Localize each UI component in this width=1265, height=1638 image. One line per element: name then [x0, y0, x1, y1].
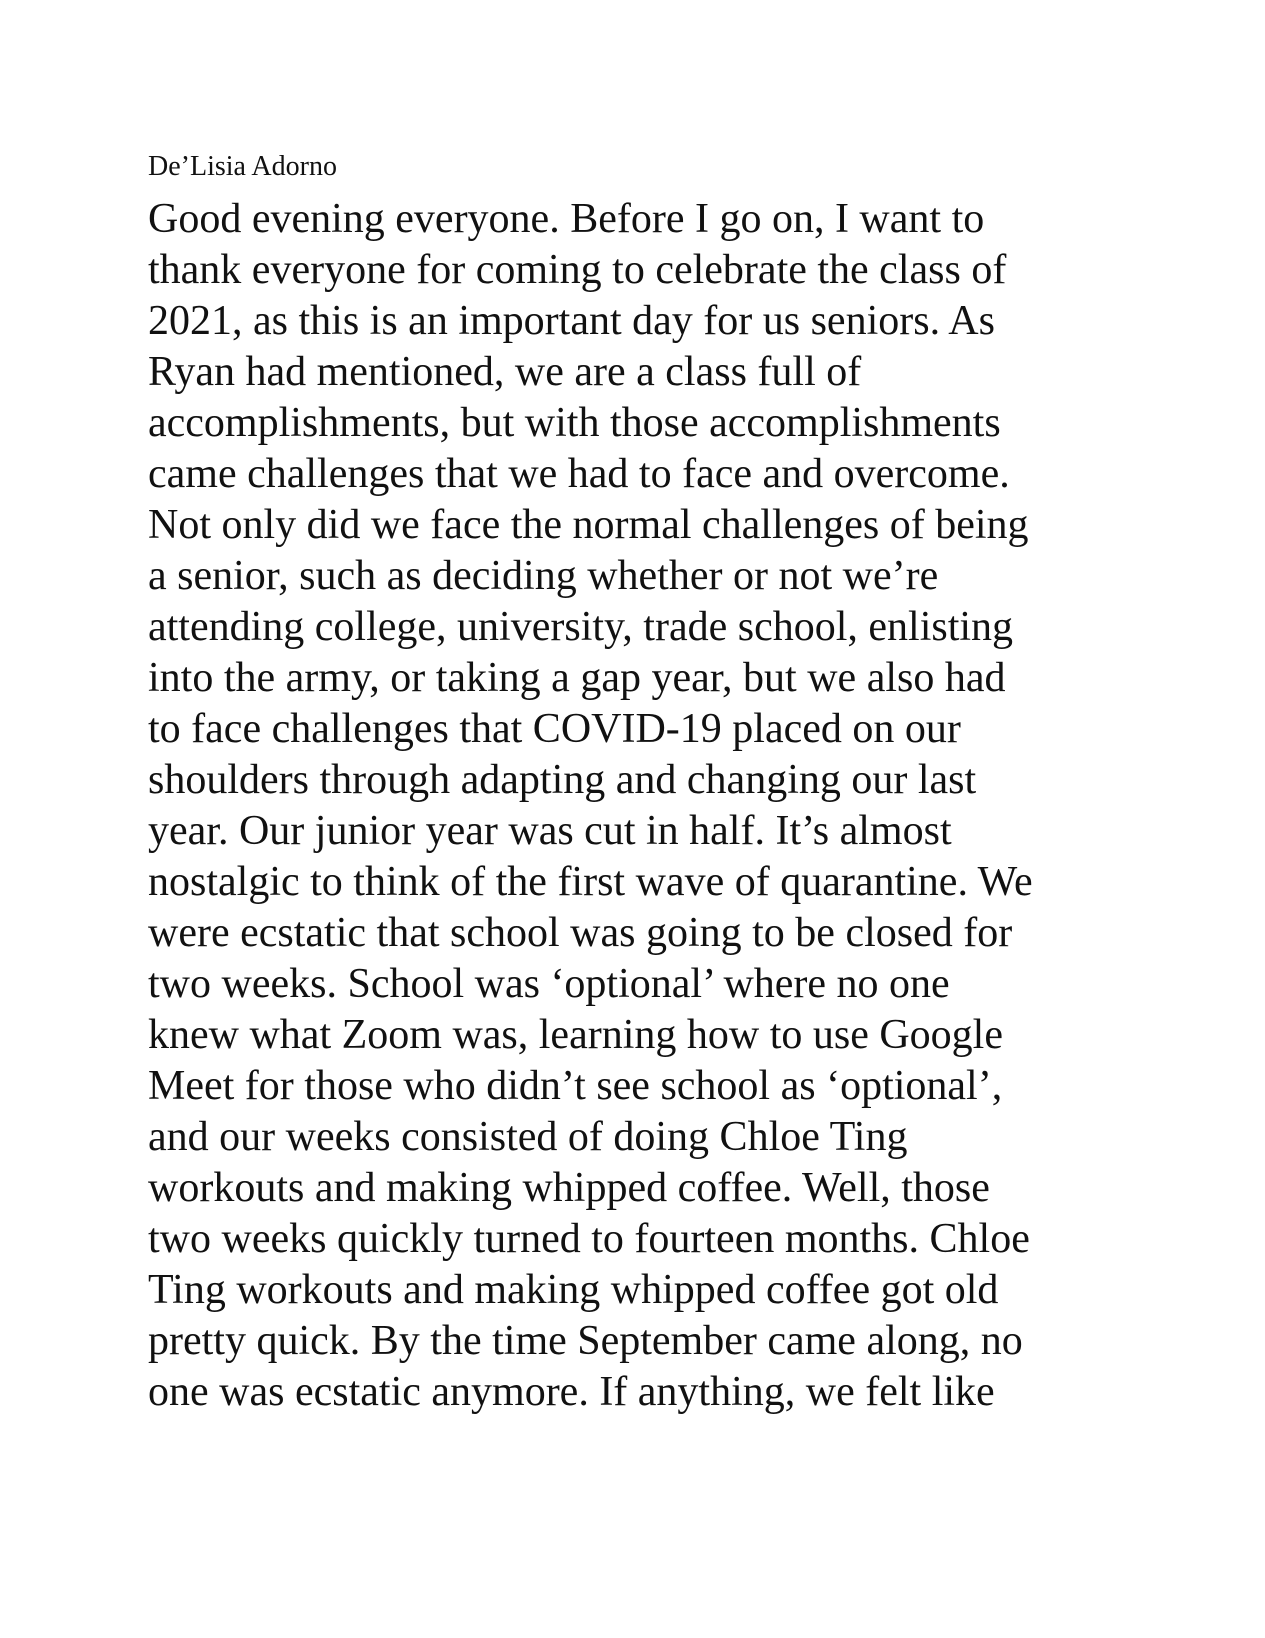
text-line: came challenges that we had to face and overcome. — [148, 451, 1010, 497]
text-line: workouts and making whipped coffee. Well, those — [148, 1165, 990, 1211]
text-line: Good evening everyone. Before I go on, I want to — [148, 196, 985, 242]
text-line: two weeks. School was ‘optional’ where no one — [148, 961, 950, 1007]
text-line: year. Our junior year was cut in half. It’s almost — [148, 808, 952, 854]
text-line: knew what Zoom was, learning how to use Google — [148, 1012, 1003, 1058]
text-line: pretty quick. By the time September came along, no — [148, 1318, 1023, 1364]
text-line: were ecstatic that school was going to be closed for — [148, 910, 1013, 956]
text-line: into the army, or taking a gap year, but we also had — [148, 655, 1006, 701]
text-line: 2021, as this is an important day for us seniors. As — [148, 298, 995, 344]
text-line: two weeks quickly turned to fourteen months. Chloe — [148, 1216, 1030, 1262]
text-line: Ryan had mentioned, we are a class full of — [148, 349, 862, 395]
text-line: thank everyone for coming to celebrate the class of — [148, 247, 1007, 293]
text-line: nostalgic to think of the first wave of quarantine. We — [148, 859, 1033, 905]
text-line: one was ecstatic anymore. If anything, we felt like — [148, 1369, 995, 1415]
text-line: a senior, such as deciding whether or not we’re — [148, 553, 939, 599]
speech-body — [148, 194, 1148, 1418]
text-line: Not only did we face the normal challenges of being — [148, 502, 1029, 548]
text-line: Ting workouts and making whipped coffee got old — [148, 1267, 999, 1313]
text-line: Meet for those who didn’t see school as ‘optional’, — [148, 1063, 1003, 1109]
text-line: and our weeks consisted of doing Chloe Ting — [148, 1114, 908, 1160]
text-line: shoulders through adapting and changing our last — [148, 757, 977, 803]
text-line: to face challenges that COVID-19 placed on our — [148, 706, 961, 752]
author-name: De’Lisia Adorno — [148, 151, 337, 182]
text-line: accomplishments, but with those accomplishments — [148, 400, 1001, 446]
text-line: attending college, university, trade school, enlisting — [148, 604, 1014, 650]
